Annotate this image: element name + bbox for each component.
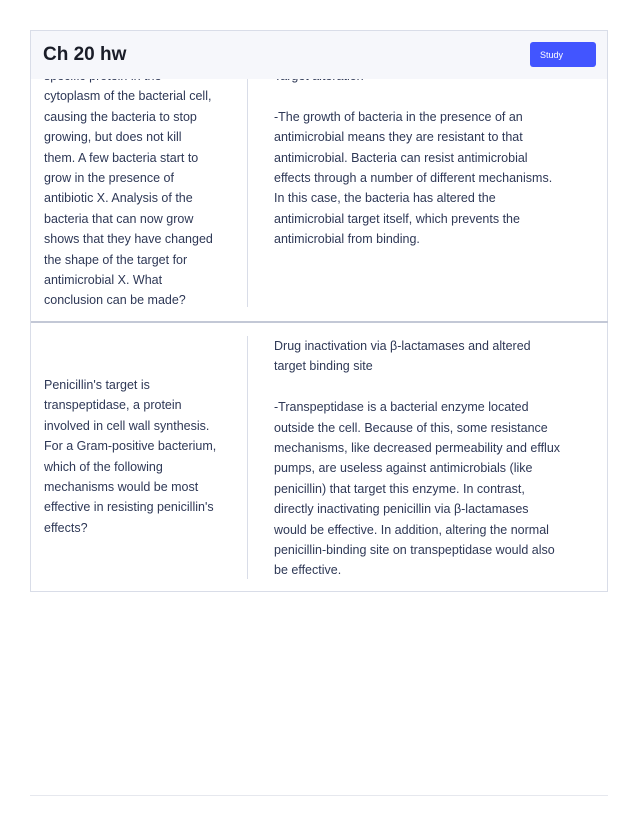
card-definition [274, 336, 574, 581]
definition-line: -Transpeptidase is a bacterial enzyme located [274, 400, 529, 415]
definition-line: effects through a number of different mechanisms. [274, 171, 553, 186]
definition-line: In this case, the bacteria has altered the [274, 191, 496, 206]
definition-line: would be effective. In addition, altering the normal [274, 522, 549, 537]
definition-line: Drug inactivation via β-lactamases and altered [274, 339, 531, 353]
column-divider [247, 336, 248, 579]
term-line: growing, but does not kill [44, 130, 182, 145]
term-line: involved in cell wall synthesis. [44, 418, 210, 433]
definition-line: outside the cell. Because of this, some resistance [274, 420, 548, 435]
flashcard-row [31, 48, 607, 321]
term-line: which of the following [44, 459, 163, 474]
definition-line: antimicrobial means they are resistant to that [274, 130, 523, 145]
page-bottom-rule [30, 795, 608, 796]
term-line: antibiotic X. Analysis of the [44, 191, 193, 206]
term-line: bacteria that can now grow [44, 211, 194, 226]
flashcard-row [31, 323, 607, 591]
definition-line: antimicrobial from binding. [274, 232, 420, 247]
term-line: them. A few bacteria start to [44, 150, 199, 165]
definition-line: penicillin) that target this enzyme. In contrast, [274, 481, 525, 496]
term-line: For a Gram-positive bacterium, [44, 439, 217, 454]
definition-line: penicillin-binding site on transpeptidase would also [274, 543, 555, 558]
term-line: effective in resisting penicillin's [44, 500, 214, 515]
card-definition [274, 66, 574, 250]
term-line: Penicillin's target is [44, 378, 150, 392]
study-button[interactable]: Study [530, 42, 596, 67]
term-line: causing the bacteria to stop [44, 109, 197, 124]
term-line: conclusion can be made? [44, 293, 186, 308]
set-header [31, 31, 607, 79]
term-line: transpeptidase, a protein [44, 398, 182, 413]
definition-line: -The growth of bacteria in the presence of an [274, 109, 523, 124]
term-line: antimicrobial X. What [44, 273, 163, 288]
card-term [44, 375, 229, 538]
definition-line: directly inactivating penicillin via β-lactamases [274, 502, 529, 517]
card-term [44, 66, 229, 311]
column-divider [247, 48, 248, 307]
definition-line: target binding site [274, 359, 373, 374]
term-line: cytoplasm of the bacterial cell, [44, 89, 212, 104]
definition-line: be effective. [274, 563, 342, 578]
definition-line: mechanisms, like decreased permeability and efflux [274, 441, 561, 456]
term-line: the shape of the target for [44, 252, 188, 267]
term-line: effects? [44, 520, 88, 535]
term-line: mechanisms would be most [44, 480, 199, 495]
definition-line: antimicrobial target itself, which prevents the [274, 211, 520, 226]
set-title: Ch 20 hw [43, 44, 127, 65]
definition-line: pumps, are useless against antimicrobials (like [274, 461, 533, 476]
definition-line: antimicrobial. Bacteria can resist antimicrobial [274, 150, 528, 165]
term-line: grow in the presence of [44, 171, 174, 186]
term-line: shows that they have changed [44, 232, 213, 247]
